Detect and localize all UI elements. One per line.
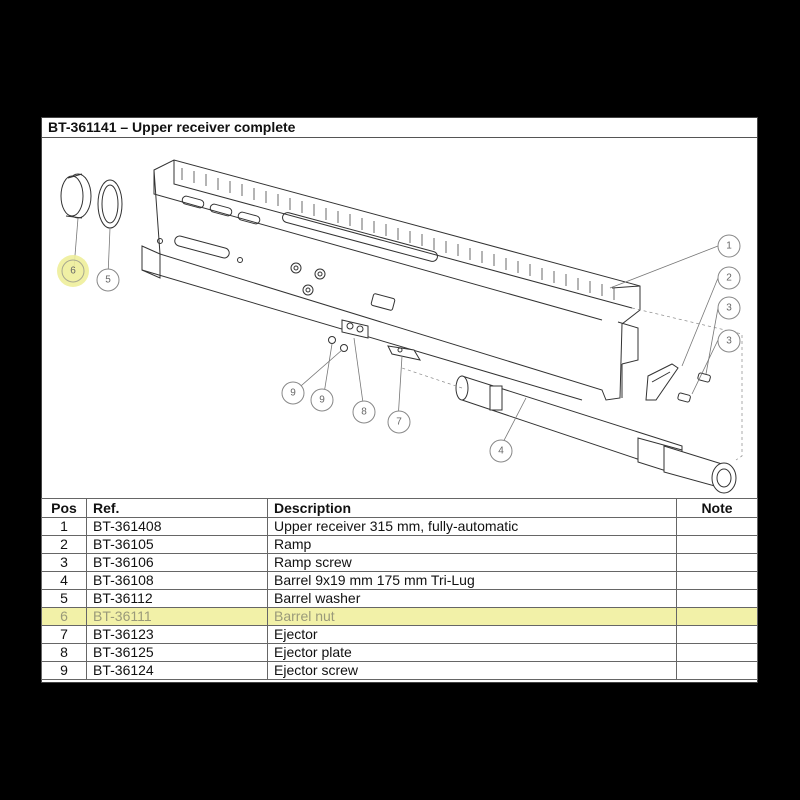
callout-1-label: 1 xyxy=(726,240,732,252)
row-ref: BT-36108 xyxy=(87,572,268,590)
row-ref: BT-36125 xyxy=(87,644,268,662)
row-ref: BT-36124 xyxy=(87,662,268,680)
row-ref: BT-36123 xyxy=(87,626,268,644)
callout-7 xyxy=(388,411,410,433)
barrel-nut-part xyxy=(61,174,91,218)
callout-3b-label: 3 xyxy=(726,335,732,347)
row-note xyxy=(677,518,758,536)
callout-4 xyxy=(490,440,512,462)
callout-9b xyxy=(282,382,304,404)
table-row xyxy=(42,554,758,572)
table-row xyxy=(42,626,758,644)
callout-9a-label: 9 xyxy=(319,394,325,406)
row-description: Upper receiver 315 mm, fully-automatic xyxy=(268,518,677,536)
header-note: Note xyxy=(677,499,758,518)
exploded-drawing xyxy=(42,138,757,496)
table-row xyxy=(42,590,758,608)
row-pos: 5 xyxy=(42,590,87,608)
row-pos: 4 xyxy=(42,572,87,590)
header-pos: Pos xyxy=(42,499,87,518)
parts-table xyxy=(41,498,758,680)
row-ref: BT-36106 xyxy=(87,554,268,572)
row-pos: 7 xyxy=(42,626,87,644)
barrel-washer-part xyxy=(98,180,122,228)
callout-5-label: 5 xyxy=(105,274,111,286)
row-pos: 6 xyxy=(42,608,87,626)
callout-3b xyxy=(718,330,740,352)
callout-6 xyxy=(57,255,89,287)
callout-2-label: 2 xyxy=(726,272,732,284)
sheet-title: BT-361141 – Upper receiver complete xyxy=(42,118,757,138)
table-row-highlighted xyxy=(42,608,758,626)
row-ref: BT-36105 xyxy=(87,536,268,554)
table-row xyxy=(42,644,758,662)
row-note xyxy=(677,662,758,680)
row-pos: 1 xyxy=(42,518,87,536)
callout-4-label: 4 xyxy=(498,445,504,457)
row-description: Barrel 9x19 mm 175 mm Tri-Lug xyxy=(268,572,677,590)
row-note xyxy=(677,554,758,572)
row-note xyxy=(677,536,758,554)
row-description: Ejector xyxy=(268,626,677,644)
ejector-plate-part xyxy=(342,320,368,338)
table-row xyxy=(42,518,758,536)
parts-sheet xyxy=(41,117,758,683)
row-pos: 3 xyxy=(42,554,87,572)
row-pos: 8 xyxy=(42,644,87,662)
row-note xyxy=(677,644,758,662)
row-description: Barrel nut xyxy=(268,608,677,626)
ramp-part xyxy=(646,364,678,400)
header-ref: Ref. xyxy=(87,499,268,518)
row-note xyxy=(677,590,758,608)
row-description: Ramp xyxy=(268,536,677,554)
callout-3a-label: 3 xyxy=(726,302,732,314)
table-row xyxy=(42,536,758,554)
table-row xyxy=(42,662,758,680)
row-description: Ramp screw xyxy=(268,554,677,572)
callout-8-label: 8 xyxy=(361,406,367,418)
row-note xyxy=(677,626,758,644)
table-header-row xyxy=(42,499,758,518)
ramp-screw-parts xyxy=(677,373,710,403)
callout-2 xyxy=(718,267,740,289)
row-ref: BT-361408 xyxy=(87,518,268,536)
callout-9a xyxy=(311,389,333,411)
row-description: Ejector plate xyxy=(268,644,677,662)
row-pos: 9 xyxy=(42,662,87,680)
row-description: Ejector screw xyxy=(268,662,677,680)
barrel-part xyxy=(456,376,736,493)
row-note xyxy=(677,608,758,626)
ejector-part xyxy=(388,346,420,360)
callout-6-label: 6 xyxy=(70,265,76,277)
row-pos: 2 xyxy=(42,536,87,554)
row-ref: BT-36112 xyxy=(87,590,268,608)
callout-9b-label: 9 xyxy=(290,387,296,399)
row-description: Barrel washer xyxy=(268,590,677,608)
upper-receiver-part xyxy=(142,160,640,400)
header-description: Description xyxy=(268,499,677,518)
row-note xyxy=(677,572,758,590)
row-ref: BT-36111 xyxy=(87,608,268,626)
callout-5 xyxy=(97,269,119,291)
table-row xyxy=(42,572,758,590)
callout-8 xyxy=(353,401,375,423)
callout-1 xyxy=(718,235,740,257)
callout-7-label: 7 xyxy=(396,416,402,428)
callout-3a xyxy=(718,297,740,319)
